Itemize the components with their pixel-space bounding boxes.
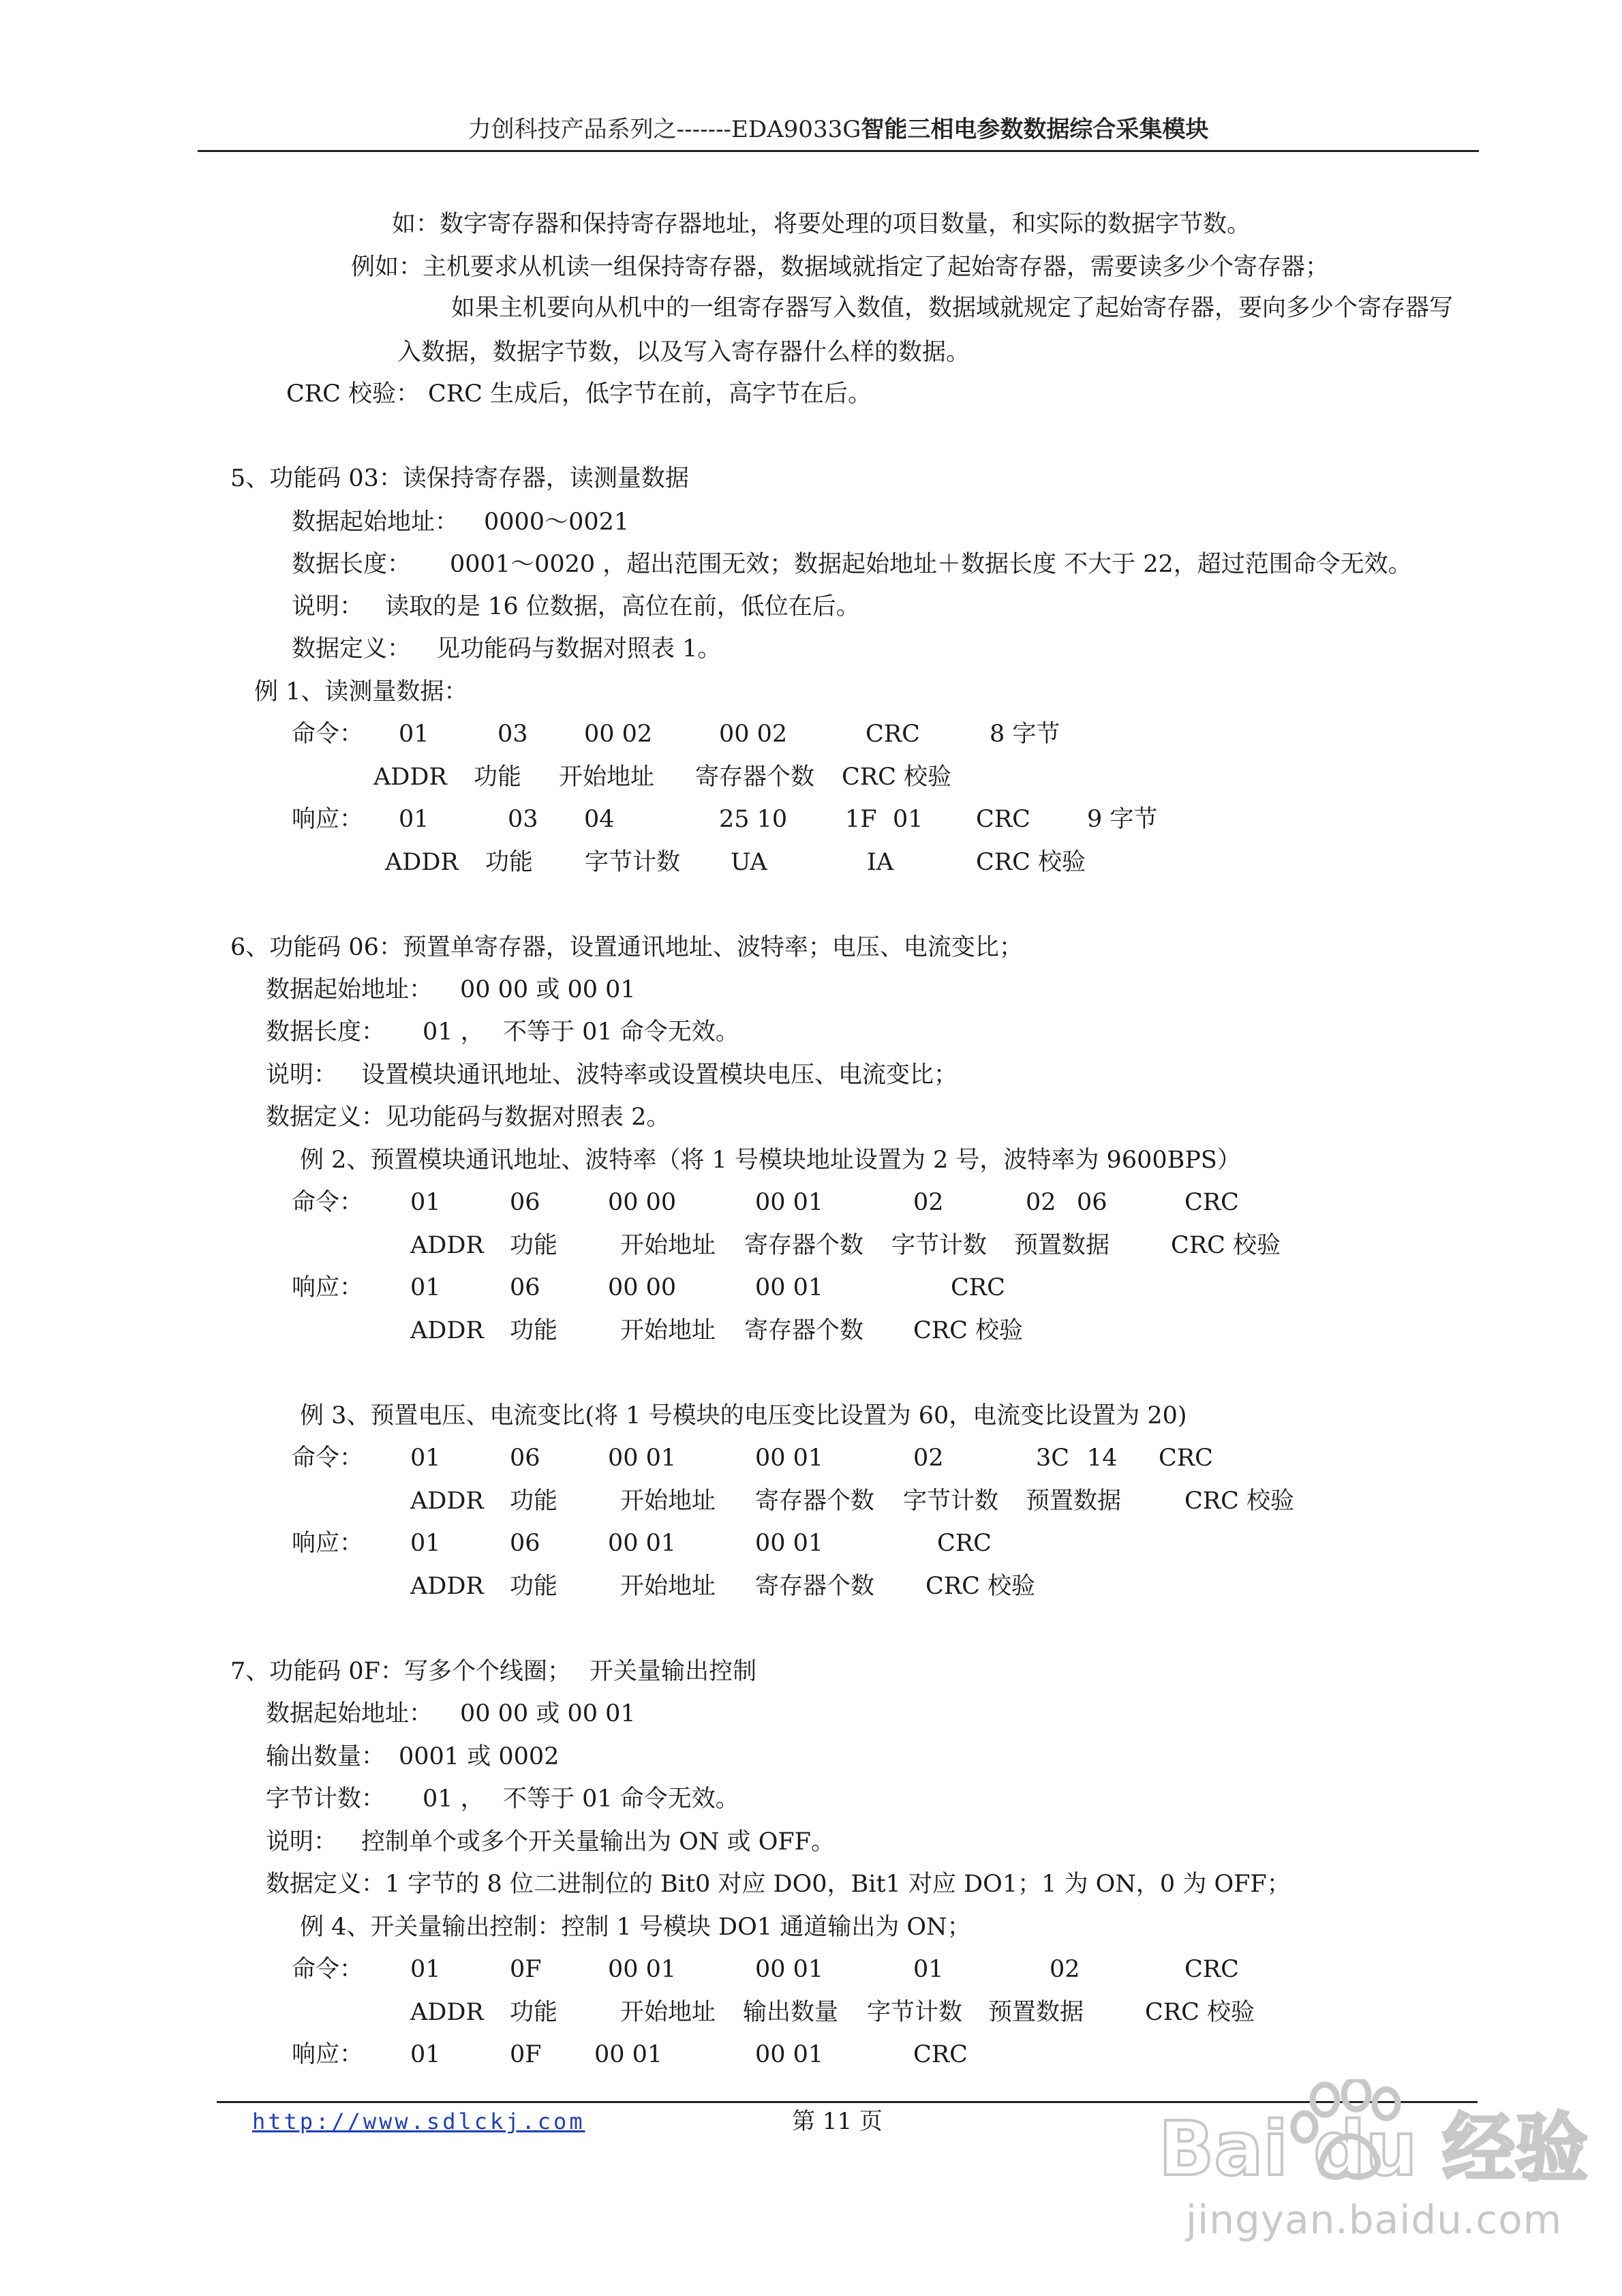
section6-text-52: 预置数据: [1026, 1487, 1122, 1515]
section6-text-19: ADDR: [410, 1232, 484, 1259]
section7-text-18: 01: [913, 1956, 944, 1983]
section7-text-8: 不等于 01 命令无效。: [503, 1785, 739, 1813]
section5-text-11: 命令：: [292, 721, 364, 748]
section6-text-0: 6、功能码 06：预置单寄存器，设置通讯地址、波特率；电压、电流变比；: [230, 934, 1023, 961]
section6-text-23: 字节计数: [891, 1232, 988, 1259]
section5-text-29: 01: [893, 806, 923, 833]
section6-text-50: 寄存器个数: [755, 1487, 875, 1515]
section5-text-1: 数据起始地址：: [292, 509, 459, 536]
section6-text-35: 寄存器个数: [744, 1317, 864, 1344]
section7-text-27: CRC 校验: [1145, 1999, 1255, 2026]
section6-text-21: 开始地址: [620, 1232, 716, 1259]
section6-text-1: 数据起始地址：: [266, 976, 433, 1003]
section6-text-13: 00 00: [608, 1189, 677, 1216]
section6-text-54: 响应：: [292, 1530, 364, 1557]
page-number: 第 11 页: [792, 2108, 883, 2135]
section5-text-21: 寄存器个数: [695, 764, 815, 791]
intro-text-2: 如果主机要向从机中的一组寄存器写入数值，数据域就规定了起始寄存器，要向多少个寄存器写: [451, 294, 1454, 322]
section6-text-64: CRC 校验: [925, 1573, 1036, 1600]
section6-text-44: 3C: [1036, 1445, 1070, 1472]
section6-text-63: 寄存器个数: [755, 1573, 875, 1600]
section6-text-49: 开始地址: [620, 1487, 716, 1515]
section6-text-39: 01: [410, 1445, 441, 1472]
page-header: [198, 109, 1479, 152]
section6-text-46: CRC: [1159, 1445, 1213, 1472]
section6-text-36: CRC 校验: [913, 1317, 1024, 1344]
section6-text-11: 01: [410, 1189, 441, 1216]
header-prefix: 力创科技产品系列之-------EDA9033G: [468, 116, 861, 143]
section6-text-28: 06: [510, 1274, 540, 1301]
section5-text-4: 0001～0020 ，超出范围无效；: [450, 551, 794, 578]
section7-text-1: 开关量输出控制: [590, 1658, 757, 1685]
section6-text-27: 01: [410, 1274, 441, 1301]
section7-text-19: 02: [1050, 1956, 1080, 1983]
section6-text-58: 00 01: [755, 1530, 824, 1557]
section6-text-43: 02: [913, 1445, 944, 1472]
section5-text-28: 1F: [845, 806, 877, 833]
section6-text-16: 02: [1026, 1189, 1056, 1216]
section6-text-33: 功能: [510, 1317, 558, 1344]
section7-text-14: 01: [410, 1956, 441, 1983]
section6-text-42: 00 01: [755, 1445, 824, 1472]
section5-text-16: CRC: [866, 721, 920, 748]
section6-text-3: 数据长度：: [266, 1018, 386, 1046]
section6-text-20: 功能: [510, 1232, 558, 1259]
section5-text-33: 功能: [485, 849, 534, 876]
section6-text-57: 00 01: [608, 1530, 677, 1557]
section5-text-37: CRC 校验: [976, 849, 1086, 876]
section7-text-24: 输出数量: [743, 1999, 839, 2026]
section7-text-17: 00 01: [755, 1956, 824, 1983]
section7-text-30: 0F: [510, 2041, 542, 2068]
section6-text-60: ADDR: [410, 1573, 484, 1600]
section5-text-10: 例 1、读测量数据：: [254, 678, 468, 706]
section6-text-55: 01: [410, 1530, 441, 1557]
section6-text-45: 14: [1087, 1445, 1118, 1472]
section7-text-21: ADDR: [410, 1999, 484, 2026]
section5-text-13: 03: [498, 721, 528, 748]
section5-text-31: 9 字节: [1087, 806, 1158, 833]
section6-text-48: 功能: [510, 1487, 558, 1515]
section6-text-51: 字节计数: [903, 1487, 999, 1515]
intro-text-5: CRC 生成后，低字节在前，高字节在后。: [428, 380, 872, 408]
section6-text-12: 06: [510, 1189, 540, 1216]
section7-text-11: 数据定义：1 字节的 8 位二进制位的 Bit0 对应 DO0，Bit1 对应 DO1；1 为 ON，0 为 OFF；: [266, 1871, 1291, 1898]
section5-text-3: 数据长度：: [292, 551, 412, 578]
section6-text-31: CRC: [951, 1274, 1005, 1301]
section7-text-25: 字节计数: [867, 1999, 963, 2026]
section6-text-32: ADDR: [410, 1317, 484, 1344]
section6-text-24: 预置数据: [1014, 1232, 1110, 1259]
section6-text-56: 06: [510, 1530, 540, 1557]
section6-text-30: 00 01: [755, 1274, 824, 1301]
section6-text-26: 响应：: [292, 1274, 364, 1301]
section7-text-33: CRC: [913, 2041, 968, 2068]
footer-link[interactable]: http://www.sdlckj.com: [252, 2109, 585, 2134]
section5-text-19: 功能: [474, 764, 522, 791]
section7-text-23: 开始地址: [620, 1999, 716, 2026]
header-title: 智能三相电参数数据综合采集模块: [861, 116, 1209, 143]
section7-text-26: 预置数据: [988, 1999, 1084, 2026]
section6-text-4: 01 ，: [423, 1018, 485, 1046]
section6-text-8: 数据定义：见功能码与数据对照表 2。: [266, 1104, 671, 1131]
section6-text-34: 开始地址: [620, 1317, 716, 1344]
section6-text-7: 设置模块通讯地址、波特率或设置模块电压、电流变比；: [361, 1061, 958, 1089]
section6-text-2: 00 00 或 00 01: [460, 976, 636, 1003]
section5-text-23: 响应：: [292, 806, 364, 833]
watermark-url: jingyan.baidu.com: [1186, 2196, 1563, 2243]
section6-text-62: 开始地址: [620, 1573, 716, 1600]
section7-text-9: 说明：: [266, 1828, 338, 1856]
section6-text-59: CRC: [937, 1530, 992, 1557]
section6-text-17: 06: [1077, 1189, 1107, 1216]
section5-text-15: 00 02: [719, 721, 788, 748]
section6-text-15: 02: [913, 1189, 944, 1216]
section6-text-53: CRC 校验: [1184, 1487, 1295, 1515]
section6-text-6: 说明：: [266, 1061, 338, 1089]
section6-text-40: 06: [510, 1445, 540, 1472]
section7-text-29: 01: [410, 2041, 441, 2068]
section6-text-29: 00 00: [608, 1274, 677, 1301]
section5-text-26: 04: [584, 806, 615, 833]
section7-text-12: 例 4、开关量输出控制：控制 1 号模块 DO1 通道输出为 ON；: [300, 1914, 971, 1941]
section7-text-15: 0F: [510, 1956, 542, 1983]
intro-text-0: 如：数字寄存器和保持寄存器地址，将要处理的项目数量，和实际的数据字节数。: [392, 211, 1251, 238]
section5-text-18: ADDR: [373, 764, 447, 791]
section7-text-4: 输出数量：: [266, 1743, 386, 1770]
section5-text-24: 01: [399, 806, 429, 833]
section6-text-5: 不等于 01 命令无效。: [503, 1018, 739, 1046]
section6-text-25: CRC 校验: [1171, 1232, 1281, 1259]
section6-text-9: 例 2、预置模块通讯地址、波特率（将 1 号模块地址设置为 2 号，波特率为 9600BPS）: [300, 1147, 1241, 1174]
section6-text-22: 寄存器个数: [744, 1232, 864, 1259]
section5-text-2: 0000～0021: [484, 509, 630, 536]
section6-text-14: 00 01: [755, 1189, 824, 1216]
section5-text-14: 00 02: [584, 721, 653, 748]
watermark-logo-text: Bai du 经验: [1159, 2105, 1588, 2181]
section5-text-22: CRC 校验: [842, 764, 952, 791]
section7-text-31: 00 01: [594, 2041, 663, 2068]
section5-text-7: 读取的是 16 位数据，高位在前，低位在后。: [385, 593, 860, 620]
section5-text-5: 数据起始地址＋数据长度 不大于 22，超过范围命令无效。: [794, 551, 1412, 578]
intro-text-1: 例如：主机要求从机读一组保持寄存器，数据域就指定了起始寄存器，需要读多少个寄存器；: [351, 254, 1330, 281]
section5-text-12: 01: [399, 721, 429, 748]
section5-text-27: 25 10: [719, 806, 788, 833]
section6-text-37: 例 3、预置电压、电流变比(将 1 号模块的电压变比设置为 60，电流变比设置为 20): [300, 1402, 1187, 1430]
section7-text-32: 00 01: [755, 2041, 824, 2068]
baidu-jingyan-watermark-logo: [1159, 2079, 1595, 2181]
section7-text-2: 数据起始地址：: [266, 1700, 433, 1727]
section6-text-47: ADDR: [410, 1487, 484, 1515]
intro-text-3: 入数据，数据字节数，以及写入寄存器什么样的数据。: [397, 339, 970, 366]
section6-text-18: CRC: [1184, 1189, 1239, 1216]
section5-text-0: 5、功能码 03：读保持寄存器，读测量数据: [230, 465, 689, 492]
section6-text-38: 命令：: [292, 1445, 364, 1472]
section5-text-6: 说明：: [292, 593, 364, 620]
section7-text-20: CRC: [1184, 1956, 1239, 1983]
intro-text-4: CRC 校验：: [286, 380, 420, 408]
section5-text-17: 8 字节: [990, 721, 1060, 748]
section7-text-16: 00 01: [608, 1956, 677, 1983]
section7-text-13: 命令：: [292, 1956, 364, 1983]
section7-text-7: 01 ，: [423, 1785, 485, 1813]
section7-text-10: 控制单个或多个开关量输出为 ON 或 OFF。: [361, 1828, 835, 1856]
section5-text-9: 见功能码与数据对照表 1。: [436, 635, 722, 663]
section6-text-41: 00 01: [608, 1445, 677, 1472]
section5-text-25: 03: [508, 806, 538, 833]
section5-text-8: 数据定义：: [292, 635, 412, 663]
section5-text-20: 开始地址: [559, 764, 655, 791]
section5-text-35: UA: [731, 849, 767, 876]
section5-text-36: IA: [867, 849, 894, 876]
section7-text-3: 00 00 或 00 01: [460, 1700, 636, 1727]
section6-text-10: 命令：: [292, 1189, 364, 1216]
section5-text-32: ADDR: [385, 849, 459, 876]
section7-text-0: 7、功能码 0F：写多个个线圈；: [230, 1658, 571, 1685]
section7-text-6: 字节计数：: [266, 1785, 386, 1813]
section7-text-5: 0001 或 0002: [399, 1743, 560, 1770]
section5-text-30: CRC: [976, 806, 1030, 833]
section5-text-34: 字节计数: [585, 849, 681, 876]
section7-text-22: 功能: [510, 1999, 558, 2026]
section7-text-28: 响应：: [292, 2041, 364, 2068]
section6-text-61: 功能: [510, 1573, 558, 1600]
